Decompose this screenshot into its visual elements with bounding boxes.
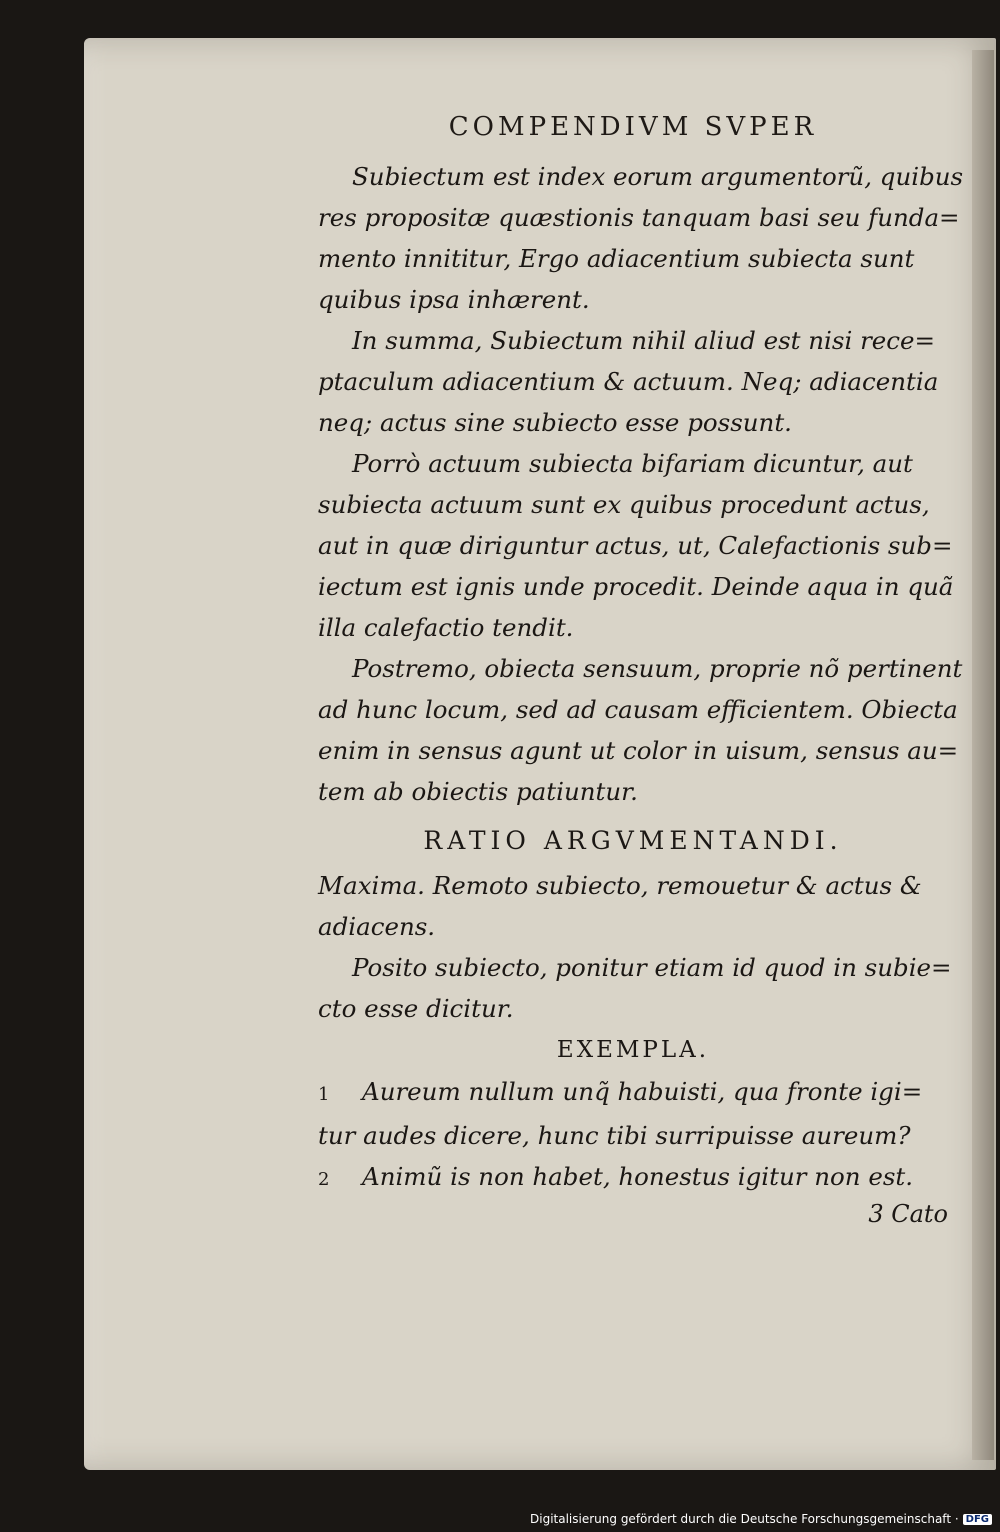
paragraph-postremo (318, 648, 963, 812)
text-line: ad hunc locum, sed ad causam efficientem. Obiecta (318, 695, 958, 724)
catchword: 3 Cato (868, 1200, 948, 1228)
text-line: mento innititur, Ergo adiacentium subiecta sunt (318, 244, 915, 273)
page-edge (972, 50, 994, 1460)
dfg-logo: DFG (963, 1514, 992, 1525)
text-line: Maxima. Remoto subiecto, remouetur & actus & (318, 871, 922, 900)
text-line: Subiectum est index eorum argumentorũ, quibus (352, 162, 964, 191)
text-line: tem ab obiectis patiuntur. (318, 777, 638, 806)
example-1 (318, 1071, 948, 1156)
running-head: COMPENDIVM SVPER (448, 112, 818, 142)
text-line: res propositæ quæstionis tanquam basi seu funda= (318, 203, 960, 232)
text-line: adiacens. (318, 912, 436, 941)
text-block (318, 112, 964, 1228)
text-line: illa calefactio tendit. (318, 613, 574, 642)
text-line: Porrò actuum subiecta bifariam dicuntur, aut (352, 449, 913, 478)
example-2 (318, 1156, 948, 1200)
text-line: Posito subiecto, ponitur etiam id quod in subie= (352, 953, 952, 982)
text-line: iectum est ignis unde procedit. Deinde aqua in quã (318, 572, 954, 601)
text-line: quibus ipsa inhærent. (318, 285, 590, 314)
paragraph-subiectum (318, 156, 964, 320)
paragraph-in-summa (318, 320, 948, 443)
text-line: Aureum nullum unq̃ habuisti, qua fronte igi= (362, 1077, 923, 1106)
text-line: tur audes dicere, hunc tibi surripuisse aureum? (318, 1121, 911, 1150)
text-line: Postremo, obiecta sensuum, proprie nõ pertinent (352, 654, 963, 683)
example-number: 1 (318, 1084, 330, 1105)
paragraph-porro (318, 443, 954, 648)
text-line: ptaculum adiacentium & actuum. Neq; adiacentia (318, 367, 939, 396)
text-line: enim in sensus agunt ut color in uisum, sensus au= (318, 736, 959, 765)
text-line: In summa, Subiectum nihil aliud est nisi rece= (352, 326, 936, 355)
text-line: aut in quæ diriguntur actus, ut, Calefactionis sub= (318, 531, 953, 560)
text-line: Animũ is non habet, honestus igitur non est. (362, 1162, 914, 1191)
paragraph-posito (318, 947, 952, 1029)
section-heading: RATIO ARGVMENTANDI. (423, 826, 843, 855)
text-line: neq; actus sine subiecto esse possunt. (318, 408, 792, 437)
footer-credit (530, 1512, 992, 1526)
exempla-heading: EXEMPLA. (556, 1037, 710, 1063)
text-line: subiecta actuum sunt ex quibus procedunt actus, (318, 490, 930, 519)
paragraph-maxima (318, 865, 948, 947)
footer-text: Digitalisierung gefördert durch die Deutsche Forschungsgemeinschaft · (530, 1512, 959, 1526)
text-line: cto esse dicitur. (318, 994, 514, 1023)
example-number: 2 (318, 1169, 330, 1190)
